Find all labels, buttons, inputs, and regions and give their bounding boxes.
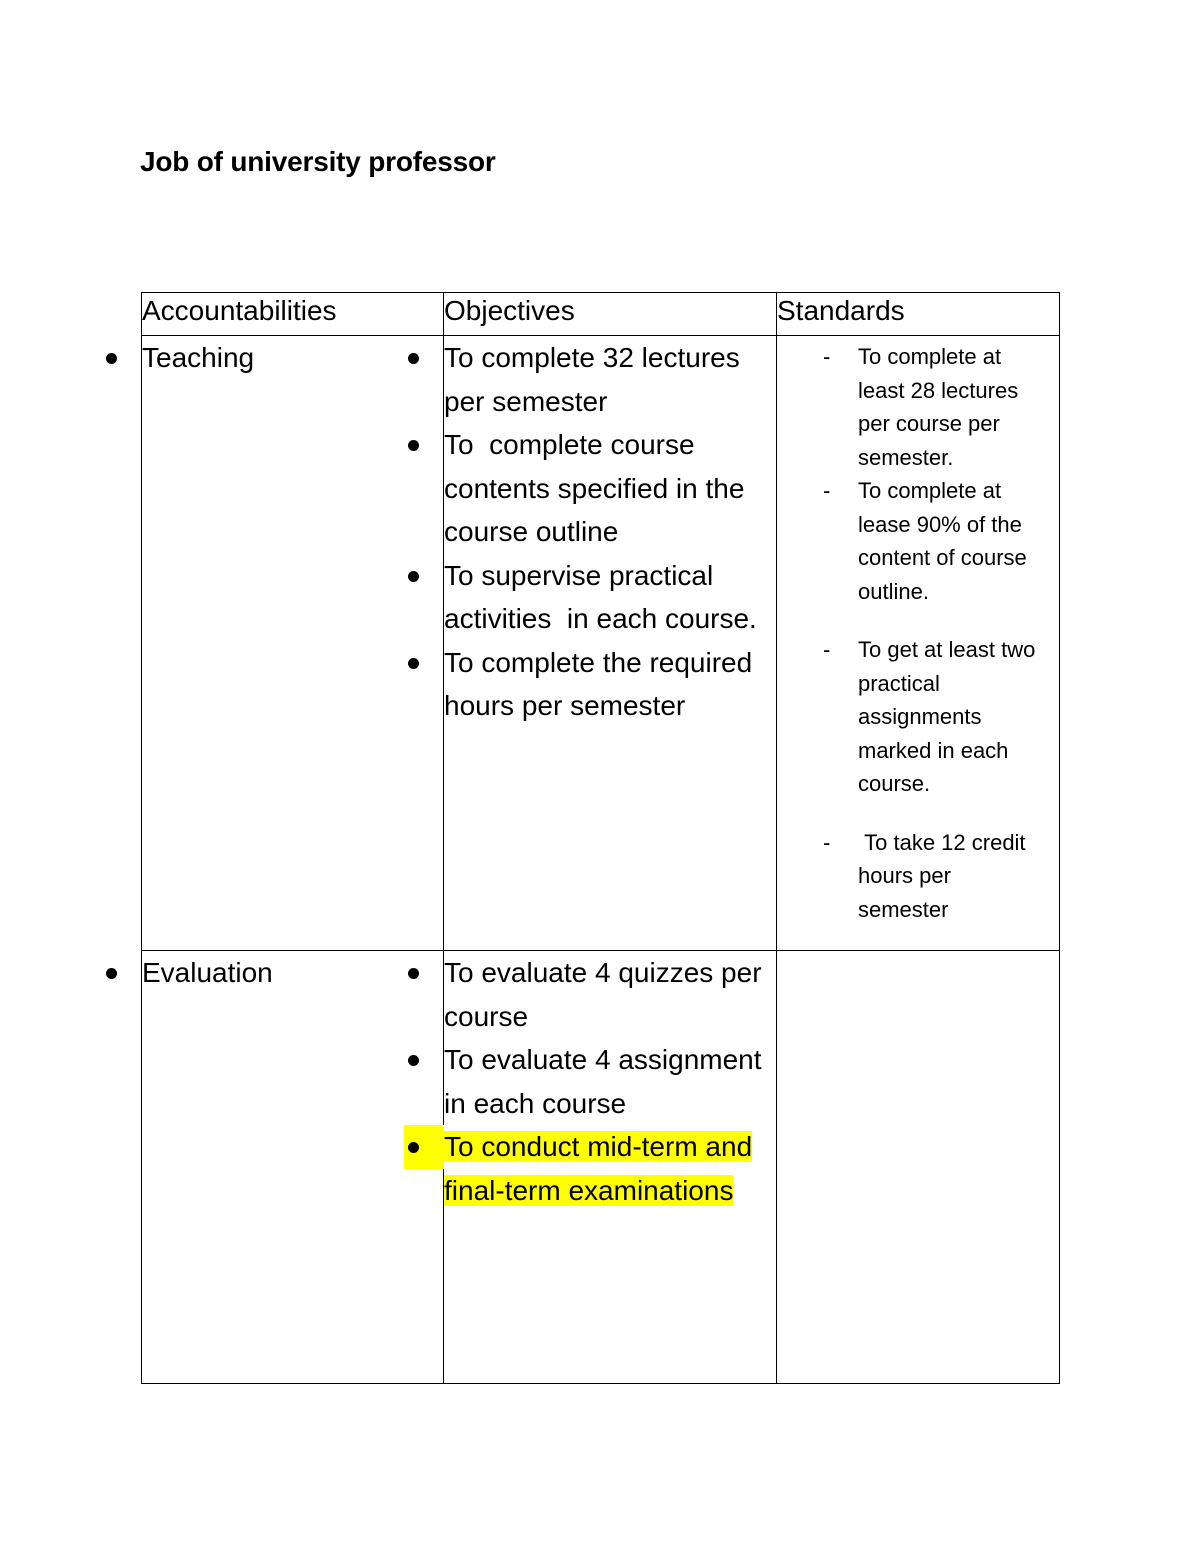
job-description-table [141, 292, 1060, 1384]
objective-text: To supervise practical activities in each course. [444, 559, 757, 634]
table-row [142, 951, 1060, 1384]
list-item [823, 340, 1047, 474]
list-item [823, 633, 1047, 801]
accountability-label: Teaching [142, 342, 255, 373]
objective-text: To complete 32 lectures per semester [444, 342, 740, 417]
standards-cell-empty [777, 951, 1060, 1384]
bullet-icon [408, 1142, 419, 1153]
header-objectives: Objectives [444, 293, 777, 336]
accountability-cell [142, 951, 444, 1384]
list-item [142, 336, 443, 380]
table-row [142, 336, 1060, 951]
dash-icon: - [823, 829, 831, 855]
objective-text: To complete course contents specified in the course outline [444, 429, 753, 547]
objectives-list [444, 336, 776, 728]
page-title: Job of university professor [140, 146, 496, 177]
table-header-row [142, 293, 1060, 336]
accountability-list [142, 336, 443, 380]
bullet-icon [408, 1055, 419, 1066]
list-item [444, 641, 776, 728]
standard-text: To complete at lease 90% of the content of course outline. [858, 478, 1027, 604]
list-item [823, 826, 1047, 927]
bullet-icon [106, 353, 117, 364]
bullet-icon [408, 968, 419, 979]
header-standards: Standards [777, 293, 1060, 336]
objectives-cell [444, 951, 777, 1384]
standard-text: To complete at least 28 lectures per course per semester. [858, 344, 1019, 470]
standards-cell [777, 336, 1060, 951]
standards-list [777, 336, 1059, 926]
bullet-icon [408, 571, 419, 582]
objective-text: To complete the required hours per semester [444, 646, 753, 721]
objective-text: To evaluate 4 assignment in each course [444, 1044, 762, 1119]
dash-icon: - [823, 637, 831, 662]
standard-text: To get at least two practical assignments marked in each course. [858, 637, 1036, 796]
list-item [444, 423, 776, 554]
bullet-icon [408, 353, 419, 364]
bullet-icon [408, 658, 419, 669]
list-item [142, 951, 443, 995]
objective-text: To evaluate 4 quizzes per course [444, 957, 762, 1032]
bullet-icon [408, 440, 419, 451]
list-item [444, 554, 776, 641]
objectives-cell [444, 336, 777, 951]
objective-text-highlighted: To conduct mid-term and final-term examinations [444, 1131, 753, 1206]
accountability-cell [142, 336, 444, 951]
accountability-label: Evaluation [142, 957, 273, 988]
list-item [444, 1038, 776, 1125]
list-item [444, 336, 776, 423]
list-item [444, 951, 776, 1038]
dash-icon: - [823, 478, 831, 503]
objectives-list [444, 951, 776, 1212]
dash-icon: - [823, 344, 831, 369]
standard-text: To take 12 credit hours per semester [858, 829, 1032, 922]
list-item [823, 474, 1047, 608]
accountability-list [142, 951, 443, 995]
header-accountabilities: Accountabilities [142, 293, 444, 336]
list-item-highlighted [444, 1125, 776, 1212]
bullet-icon [106, 968, 117, 979]
